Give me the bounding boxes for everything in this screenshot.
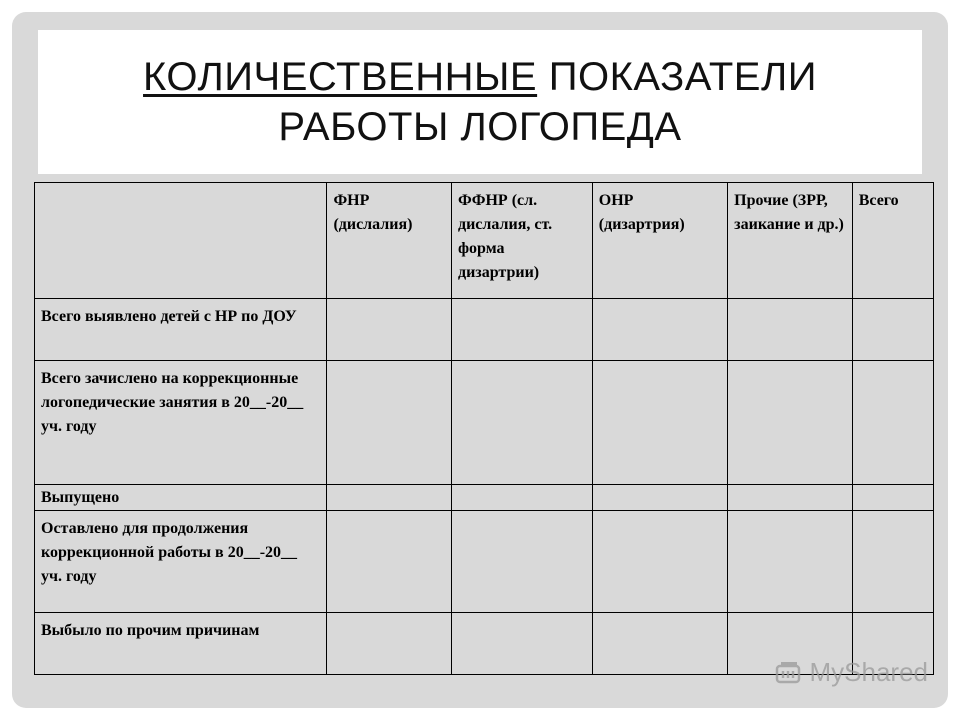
title-line-2: РАБОТЫ ЛОГОПЕДА	[278, 105, 682, 149]
watermark-text: MyShared	[809, 657, 928, 687]
table-row	[35, 511, 934, 613]
table-cell	[592, 361, 727, 485]
table-cell	[728, 485, 853, 511]
table-row	[35, 485, 934, 511]
table-cell	[852, 299, 933, 361]
table-cell	[327, 299, 452, 361]
row-label: Оставлено для продолжения коррекционной работы в 20__-20__ уч. году	[35, 511, 327, 613]
watermark	[774, 657, 929, 688]
table-cell	[592, 299, 727, 361]
table-cell	[451, 299, 592, 361]
title-line-1	[143, 52, 817, 102]
row-label: Выпущено	[35, 485, 327, 511]
slide	[12, 12, 948, 708]
row-label: Всего зачислено на коррекционные логопедические занятия в 20__-20__ уч. году	[35, 361, 327, 485]
table-cell	[327, 511, 452, 613]
title-underlined-word: КОЛИЧЕСТВЕННЫЕ	[143, 55, 538, 99]
stats-table	[34, 182, 934, 675]
table-cell	[327, 361, 452, 485]
header-fnr: ФНР (дислалия)	[327, 183, 452, 299]
table-cell	[728, 361, 853, 485]
table-cell	[728, 511, 853, 613]
table-cell	[451, 361, 592, 485]
header-total: Всего	[852, 183, 933, 299]
slide-title	[38, 30, 922, 174]
header-onr: ОНР (дизартрия)	[592, 183, 727, 299]
table-cell	[451, 485, 592, 511]
row-label: Всего выявлено детей с НР по ДОУ	[35, 299, 327, 361]
table-cell	[327, 485, 452, 511]
table-cell	[327, 613, 452, 675]
table-cell	[852, 485, 933, 511]
myshared-logo-icon	[774, 658, 804, 688]
header-corner	[35, 183, 327, 299]
table-cell	[728, 299, 853, 361]
table-row	[35, 361, 934, 485]
table-cell	[451, 613, 592, 675]
table-header-row	[35, 183, 934, 299]
table-cell	[852, 361, 933, 485]
table-cell	[592, 613, 727, 675]
row-label: Выбыло по прочим причинам	[35, 613, 327, 675]
header-other: Прочие (ЗРР, заикание и др.)	[728, 183, 853, 299]
table-cell	[592, 485, 727, 511]
table-row	[35, 299, 934, 361]
title-rest: ПОКАЗАТЕЛИ	[537, 55, 817, 99]
table-cell	[852, 511, 933, 613]
table-cell	[451, 511, 592, 613]
table-cell	[592, 511, 727, 613]
header-ffnr: ФФНР (сл. дислалия, ст. форма дизартрии)	[451, 183, 592, 299]
